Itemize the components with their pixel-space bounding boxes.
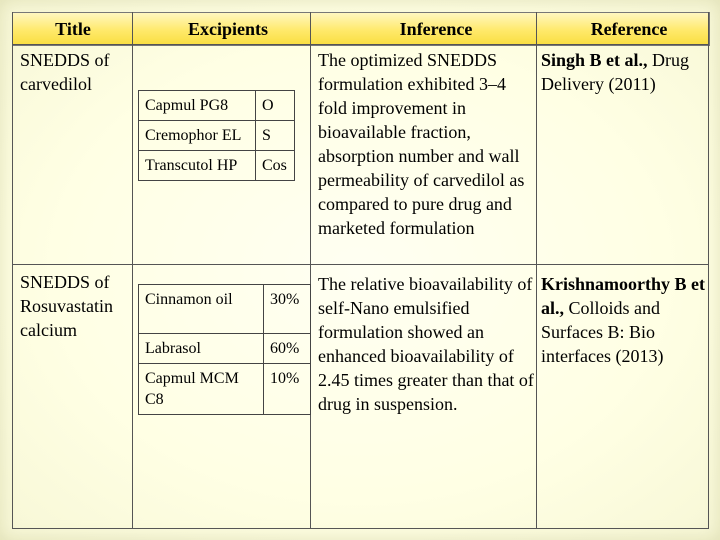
excipients-table bbox=[138, 90, 295, 181]
grid-line bbox=[310, 12, 311, 528]
reference-authors: Singh B et al., bbox=[541, 50, 648, 70]
reference-source: Drug Delivery (2011) bbox=[541, 50, 690, 94]
excipient-name: Capmul PG8 bbox=[139, 91, 256, 121]
excipient-role: 60% bbox=[264, 334, 311, 364]
excipient-row bbox=[139, 151, 295, 181]
inference-text: The optimized SNEDDS formulation exhibited 3–4 fold improvement in bioavailable fraction, absorption number and wall permeability of carvedilol as compared to pure drug and marketed formulation bbox=[318, 50, 525, 238]
header-excipients: Excipients bbox=[187, 19, 268, 39]
excipients-table bbox=[138, 284, 311, 415]
excipient-row bbox=[139, 121, 295, 151]
row-title: SNEDDS of Rosuvastatin calcium bbox=[20, 272, 113, 340]
excipient-name: Cremophor EL bbox=[139, 121, 256, 151]
excipient-role: 10% bbox=[264, 364, 311, 415]
excipient-name: Cinnamon oil bbox=[139, 285, 264, 334]
reference-authors: Krishnamoorthy B et al., bbox=[541, 274, 705, 318]
table-header bbox=[12, 12, 710, 46]
reference-source: Colloids and Surfaces B: Bio interfaces (2013) bbox=[541, 298, 664, 366]
grid-line bbox=[12, 528, 709, 529]
excipient-name: Labrasol bbox=[139, 334, 264, 364]
grid-line bbox=[12, 44, 709, 45]
grid-line bbox=[132, 12, 133, 528]
excipient-row bbox=[139, 91, 295, 121]
excipient-row bbox=[139, 334, 311, 364]
header-reference: Reference bbox=[590, 19, 668, 39]
excipient-role: S bbox=[256, 121, 295, 151]
excipient-name: Transcutol HP bbox=[139, 151, 256, 181]
excipient-role: O bbox=[256, 91, 295, 121]
excipient-row bbox=[139, 285, 311, 334]
row-title: SNEDDS of carvedilol bbox=[20, 50, 110, 94]
excipient-name: Capmul MCM C8 bbox=[139, 364, 264, 415]
excipient-role: 30% bbox=[264, 285, 311, 334]
grid-line bbox=[12, 264, 709, 265]
grid-line bbox=[708, 12, 709, 528]
reference bbox=[541, 48, 706, 96]
inference-text: The relative bioavailability of self-Nano emulsified formulation showed an enhanced bioavailability of 2.45 times greater than that of drug in suspension. bbox=[318, 274, 534, 414]
excipient-row bbox=[139, 364, 311, 415]
excipient-role: Cos bbox=[256, 151, 295, 181]
header-title: Title bbox=[55, 19, 91, 39]
header-inference: Inference bbox=[399, 19, 473, 39]
reference bbox=[541, 272, 706, 368]
grid-line bbox=[536, 12, 537, 528]
grid-line bbox=[12, 12, 13, 528]
